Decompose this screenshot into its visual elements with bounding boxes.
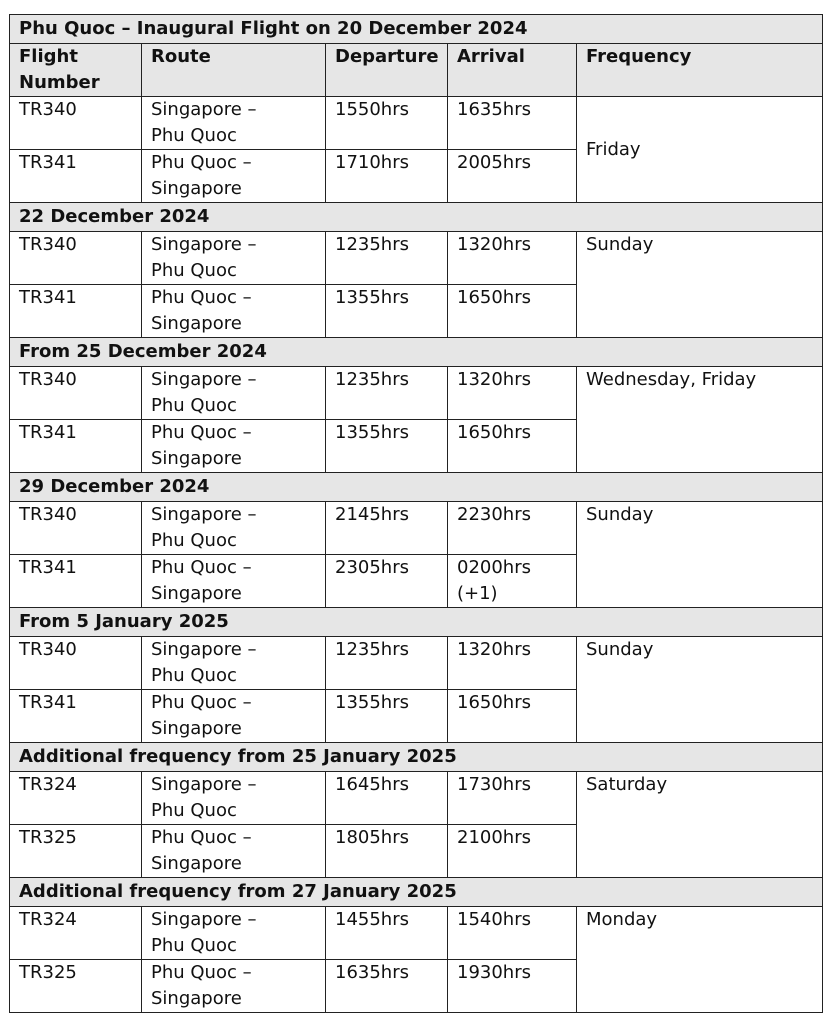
frequency-cell: Sunday [577,502,823,608]
flight-number-cell: TR340 [10,232,142,285]
route-cell [142,232,326,285]
arrival-line1: 1320hrs [457,639,531,660]
route-line2: Phu Quoc [151,125,237,146]
route-line1: Phu Quoc – [151,152,252,173]
route-cell [142,690,326,743]
departure-cell: 1235hrs [326,232,448,285]
section-heading: 22 December 2024 [10,203,823,232]
section-header-row [10,743,823,772]
departure-cell: 1355hrs [326,420,448,473]
departure-cell: 1550hrs [326,97,448,150]
frequency-cell: Sunday [577,232,823,338]
route-line2: Singapore [151,313,242,334]
arrival-line1: 1540hrs [457,909,531,930]
table-row [10,367,823,420]
departure-cell: 1235hrs [326,367,448,420]
route-line1: Singapore – [151,234,257,255]
flight-number-cell: TR340 [10,637,142,690]
arrival-line1: 1730hrs [457,774,531,795]
frequency-cell: Monday [577,907,823,1013]
arrival-line1: 1650hrs [457,692,531,713]
departure-cell: 1455hrs [326,907,448,960]
departure-cell: 2305hrs [326,555,448,608]
departure-cell: 1805hrs [326,825,448,878]
route-cell [142,555,326,608]
arrival-cell [448,367,577,420]
route-line2: Singapore [151,178,242,199]
flight-number-cell: TR341 [10,420,142,473]
section-heading: 29 December 2024 [10,473,823,502]
departure-cell: 1355hrs [326,285,448,338]
section-heading: From 25 December 2024 [10,338,823,367]
arrival-line1: 2100hrs [457,827,531,848]
arrival-line1: 2005hrs [457,152,531,173]
route-cell [142,150,326,203]
header-frequency: Frequency [577,44,823,97]
arrival-cell [448,232,577,285]
departure-cell: 1355hrs [326,690,448,743]
flight-number-cell: TR341 [10,150,142,203]
route-line2: Singapore [151,448,242,469]
departure-cell: 1635hrs [326,960,448,1013]
table-row [10,502,823,555]
route-line1: Singapore – [151,909,257,930]
arrival-line1: 1320hrs [457,369,531,390]
flight-number-cell: TR340 [10,97,142,150]
arrival-line1: 1650hrs [457,422,531,443]
arrival-line1: 1650hrs [457,287,531,308]
arrival-cell [448,150,577,203]
flight-number-cell: TR340 [10,367,142,420]
table-row [10,232,823,285]
route-line1: Phu Quoc – [151,827,252,848]
section-header-row [10,338,823,367]
route-line1: Phu Quoc – [151,962,252,983]
arrival-cell [448,97,577,150]
route-cell [142,772,326,825]
arrival-cell [448,690,577,743]
flight-number-cell: TR325 [10,825,142,878]
departure-cell: 1235hrs [326,637,448,690]
arrival-cell [448,285,577,338]
arrival-cell [448,960,577,1013]
header-route: Route [142,44,326,97]
header-row [10,44,823,97]
route-cell [142,960,326,1013]
departure-cell: 1710hrs [326,150,448,203]
arrival-cell [448,637,577,690]
table-row [10,907,823,960]
route-cell [142,420,326,473]
flight-number-cell: TR341 [10,285,142,338]
arrival-line1: 1930hrs [457,962,531,983]
arrival-line1: 0200hrs [457,557,531,578]
route-line1: Singapore – [151,639,257,660]
arrival-cell [448,825,577,878]
flight-schedule-table [9,14,823,1013]
section-heading: Additional frequency from 25 January 2025 [10,743,823,772]
route-line2: Phu Quoc [151,800,237,821]
route-line1: Phu Quoc – [151,557,252,578]
flight-number-cell: TR340 [10,502,142,555]
route-line2: Singapore [151,853,242,874]
table-title: Phu Quoc – Inaugural Flight on 20 December 2024 [10,15,823,44]
arrival-cell [448,772,577,825]
flight-number-cell: TR324 [10,907,142,960]
route-line1: Phu Quoc – [151,692,252,713]
section-header-row [10,203,823,232]
flight-number-cell: TR324 [10,772,142,825]
arrival-cell [448,907,577,960]
departure-cell: 2145hrs [326,502,448,555]
route-cell [142,97,326,150]
section-header-row [10,878,823,907]
route-line2: Phu Quoc [151,260,237,281]
arrival-cell [448,420,577,473]
route-cell [142,825,326,878]
table-body [10,15,823,1013]
section-header-row [10,608,823,637]
frequency-cell: Friday [577,97,823,203]
header-flight-number [10,44,142,97]
arrival-cell [448,502,577,555]
route-line2: Singapore [151,988,242,1009]
section-header-row [10,473,823,502]
table-row [10,637,823,690]
header-departure: Departure [326,44,448,97]
route-line1: Phu Quoc – [151,422,252,443]
route-cell [142,367,326,420]
route-line2: Phu Quoc [151,395,237,416]
route-line2: Phu Quoc [151,935,237,956]
section-heading: From 5 January 2025 [10,608,823,637]
arrival-line1: 2230hrs [457,504,531,525]
frequency-cell: Sunday [577,637,823,743]
section-heading: Additional frequency from 27 January 2025 [10,878,823,907]
route-line2: Phu Quoc [151,530,237,551]
table-row [10,772,823,825]
frequency-cell: Wednesday, Friday [577,367,823,473]
route-cell [142,907,326,960]
route-line2: Singapore [151,583,242,604]
arrival-line1: 1635hrs [457,99,531,120]
departure-cell: 1645hrs [326,772,448,825]
route-line1: Singapore – [151,369,257,390]
table-row [10,97,823,150]
flight-number-cell: TR341 [10,555,142,608]
route-line1: Singapore – [151,99,257,120]
flight-number-cell: TR341 [10,690,142,743]
header-flight-line2: Number [19,72,100,93]
title-row [10,15,823,44]
route-cell [142,637,326,690]
route-line2: Singapore [151,718,242,739]
arrival-line2: (+1) [457,583,498,604]
route-cell [142,502,326,555]
frequency-cell: Saturday [577,772,823,878]
arrival-line1: 1320hrs [457,234,531,255]
route-line1: Phu Quoc – [151,287,252,308]
route-line1: Singapore – [151,774,257,795]
route-line2: Phu Quoc [151,665,237,686]
header-arrival: Arrival [448,44,577,97]
route-cell [142,285,326,338]
route-line1: Singapore – [151,504,257,525]
arrival-cell [448,555,577,608]
header-flight-line1: Flight [19,46,78,67]
flight-number-cell: TR325 [10,960,142,1013]
